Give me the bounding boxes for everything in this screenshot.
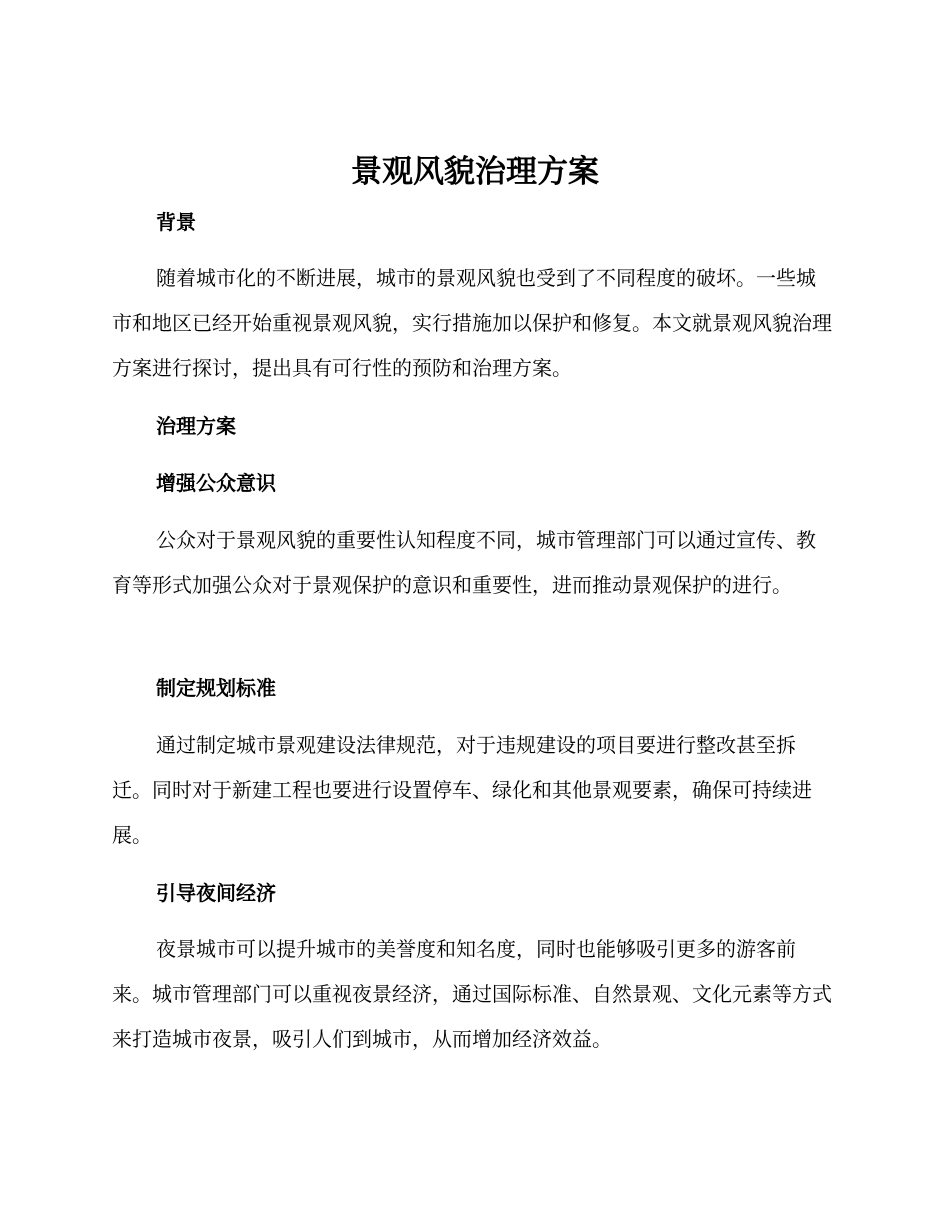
section-paragraph-background: 随着城市化的不断进展，城市的景观风貌也受到了不同程度的破坏。一些城市和地区已经开始重视景观风貌，实行措施加以保护和修复。本文就景观风貌治理方案进行探讨，提出具有可行性的预防和治理方案。: [112, 266, 832, 380]
document-title: 景观风貌治理方案: [351, 154, 599, 190]
section-heading-background: 背景: [156, 210, 196, 234]
section-heading-public-awareness: 增强公众意识: [156, 471, 276, 495]
section-paragraph-planning-standards: 通过制定城市景观建设法律规范，对于违规建设的项目要进行整改甚至拆迁。同时对于新建工程也要进行设置停车、绿化和其他景观要素，确保可持续进展。: [112, 733, 812, 847]
section-paragraph-night-economy: 夜景城市可以提升城市的美誉度和知名度，同时也能够吸引更多的游客前来。城市管理部门可以重视夜景经济，通过国际标准、自然景观、文化元素等方式来打造城市夜景，吸引人们到城市，从而增加经济效益。: [112, 937, 832, 1051]
section-paragraph-public-awareness: 公众对于景观风貌的重要性认知程度不同，城市管理部门可以通过宣传、教育等形式加强公众对于景观保护的意识和重要性，进而推动景观保护的进行。: [112, 528, 816, 597]
section-heading-night-economy: 引导夜间经济: [156, 881, 276, 905]
section-heading-planning-standards: 制定规划标准: [156, 676, 276, 700]
section-heading-governance-plan: 治理方案: [156, 414, 236, 438]
